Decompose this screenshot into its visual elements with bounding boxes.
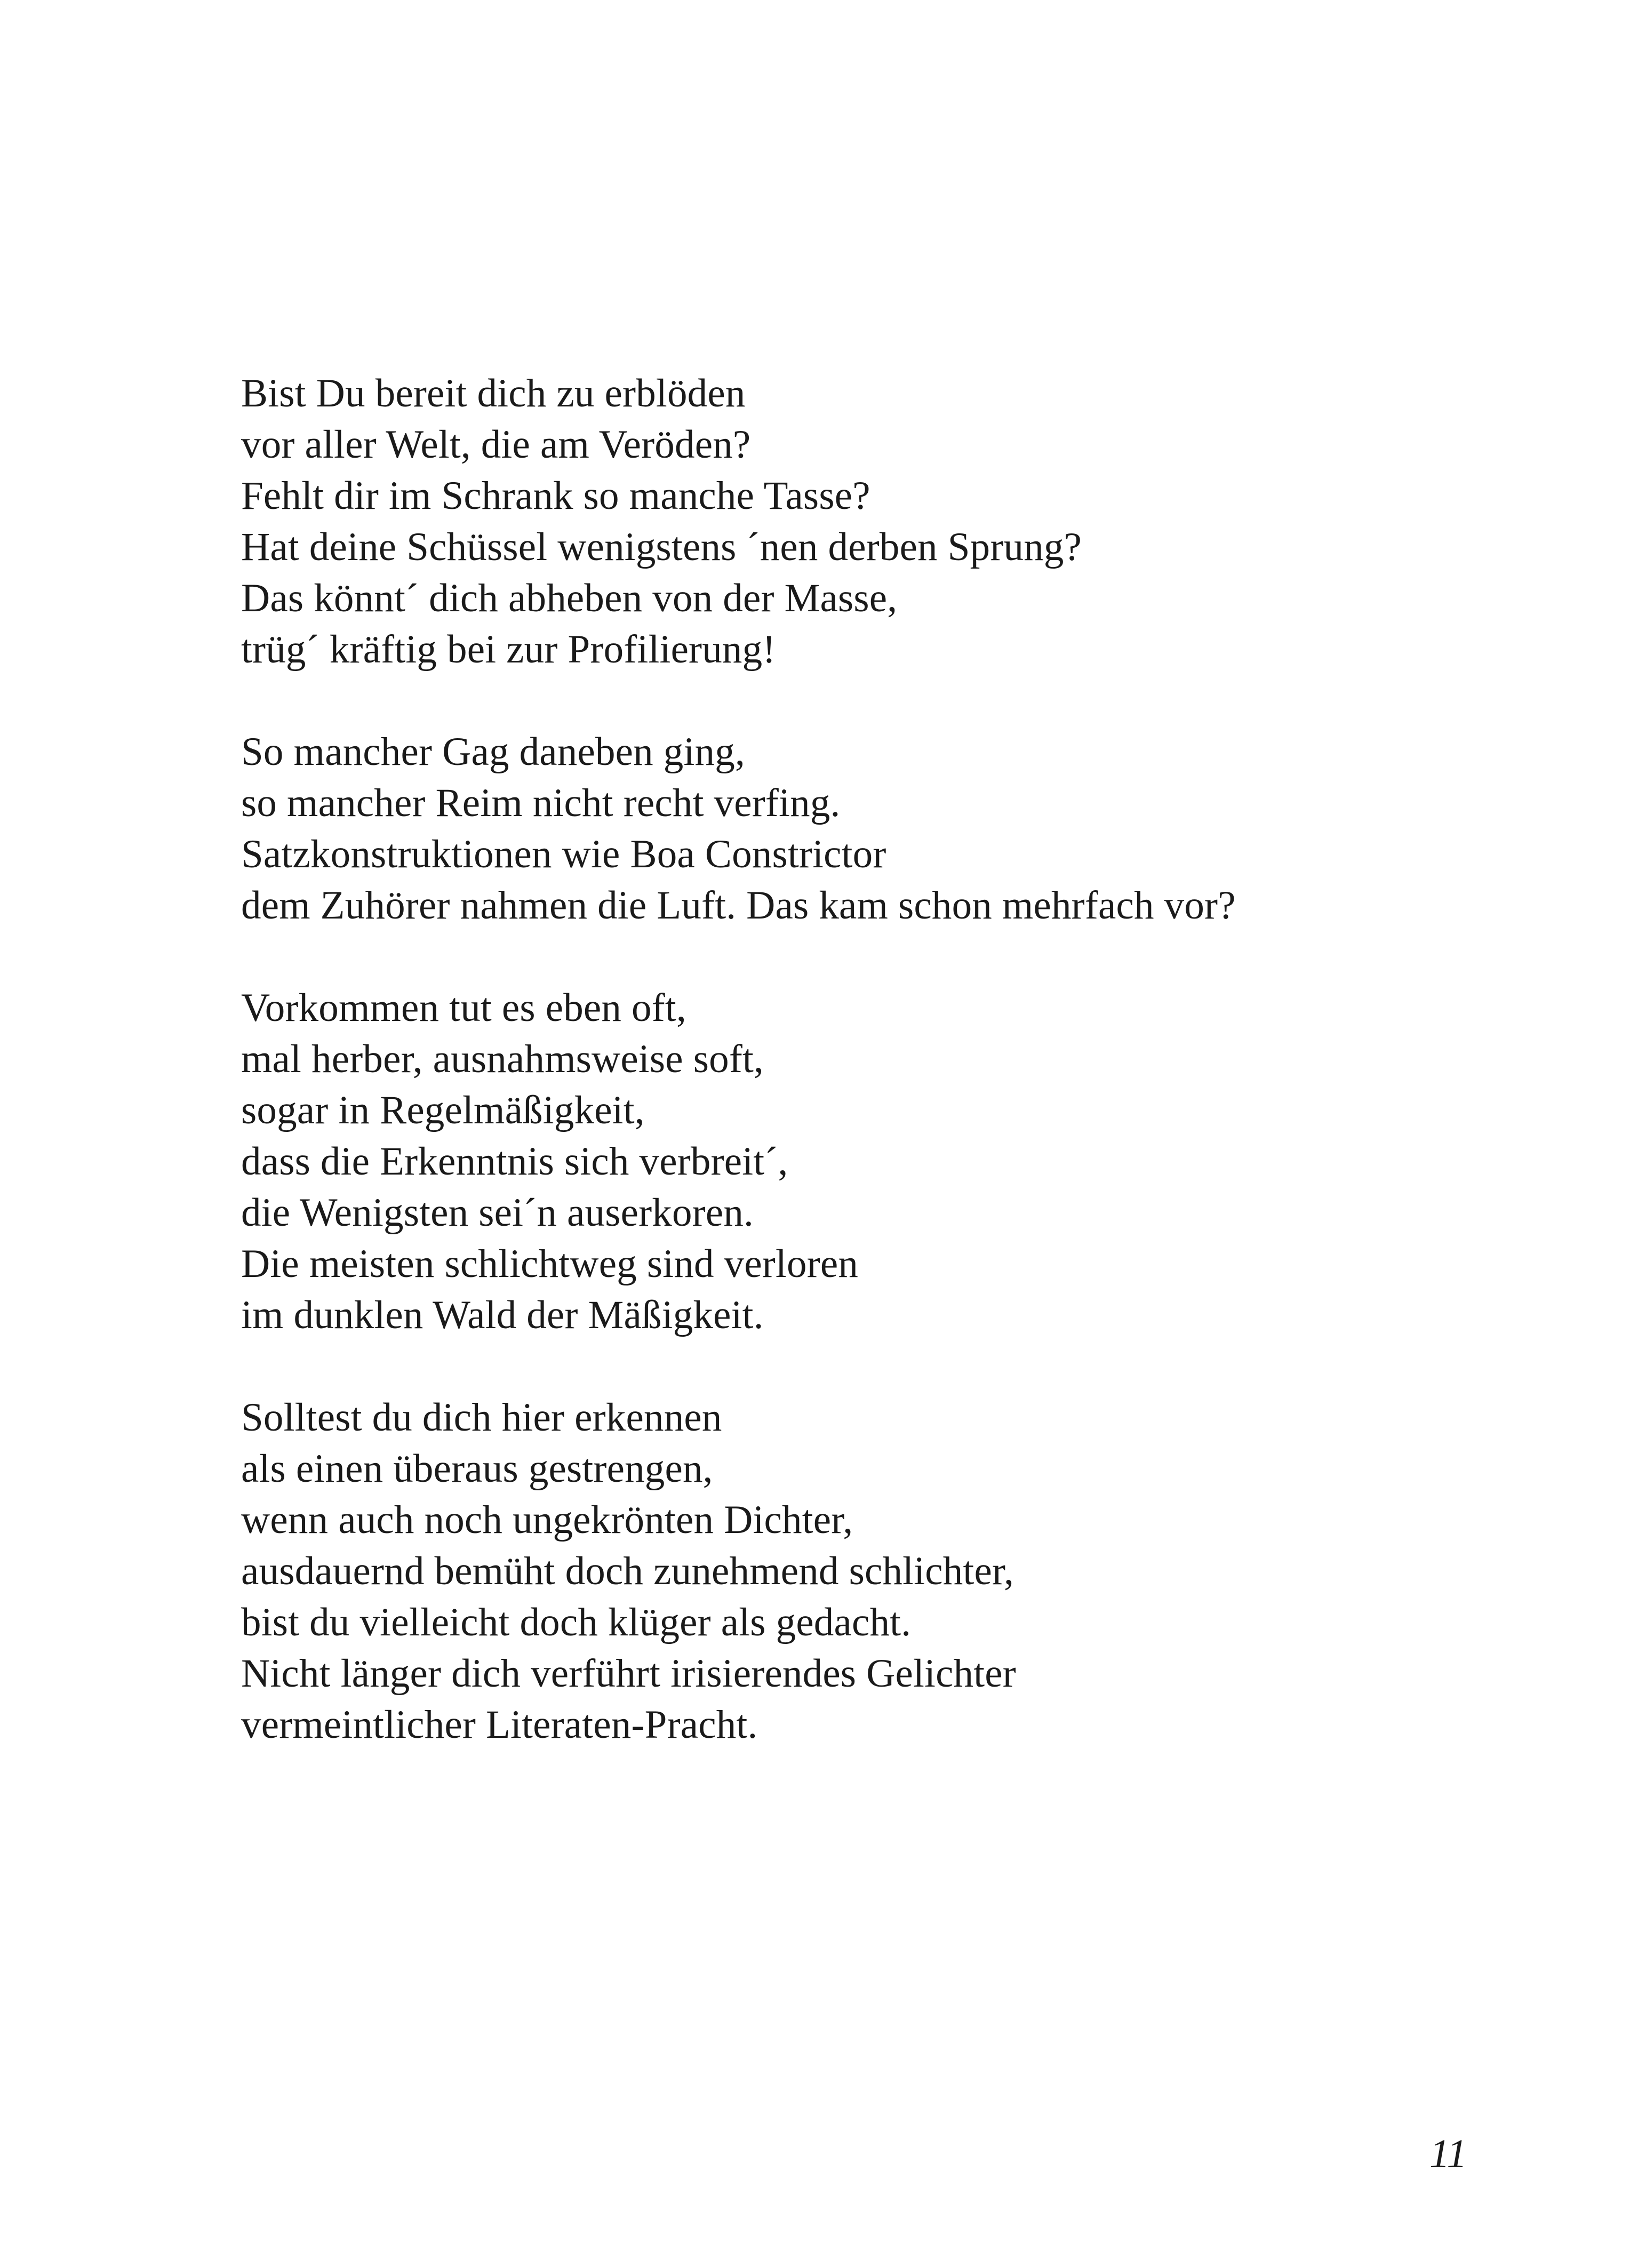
poem-line: trüg´ kräftig bei zur Profilierung! [241,627,776,672]
poem-line: dass die Erkenntnis sich verbreit´, [241,1139,788,1184]
poem-line: wenn auch noch ungekrönten Dichter, [241,1498,853,1542]
poem-line: Fehlt dir im Schrank so manche Tasse? [241,474,870,518]
poem-line: Solltest du dich hier erkennen [241,1395,722,1440]
poem-line: Vorkommen tut es eben oft, [241,986,686,1030]
poem-line: ausdauernd bemüht doch zunehmend schlichter, [241,1549,1014,1593]
poem-line: im dunklen Wald der Mäßigkeit. [241,1293,764,1337]
stanza-1 [241,368,1468,675]
poem-line: Das könnt´ dich abheben von der Masse, [241,576,898,620]
stanza-3 [241,983,1468,1341]
poem-line: als einen überaus gestrengen, [241,1447,713,1491]
poem-line: vermeintlicher Literaten-Pracht. [241,1703,758,1747]
stanza-4 [241,1392,1468,1751]
poem-line: Die meisten schlichtweg sind verloren [241,1242,859,1286]
poem-text [241,368,1468,1751]
poem-line: Satzkonstruktionen wie Boa Constrictor [241,832,886,876]
page-number: 11 [1429,2131,1467,2176]
poem-line: sogar in Regelmäßigkeit, [241,1088,645,1132]
poem-line: Hat deine Schüssel wenigstens ´nen derben Sprung? [241,525,1082,569]
stanza-2 [241,726,1468,931]
poem-line: so mancher Reim nicht recht verfing. [241,781,841,825]
poem-line: Nicht länger dich verführt irisierendes Gelichter [241,1651,1016,1696]
poem-line: dem Zuhörer nahmen die Luft. Das kam schon mehrfach vor? [241,883,1236,928]
poem-line: bist du vielleicht doch klüger als gedacht. [241,1600,912,1644]
poem-line: Bist Du bereit dich zu erblöden [241,371,746,416]
poem-line: vor aller Welt, die am Veröden? [241,422,751,467]
poem-line: So mancher Gag daneben ging, [241,730,745,774]
poem-line: die Wenigsten sei´n auserkoren. [241,1191,754,1235]
poem-line: mal herber, ausnahmsweise soft, [241,1037,764,1081]
